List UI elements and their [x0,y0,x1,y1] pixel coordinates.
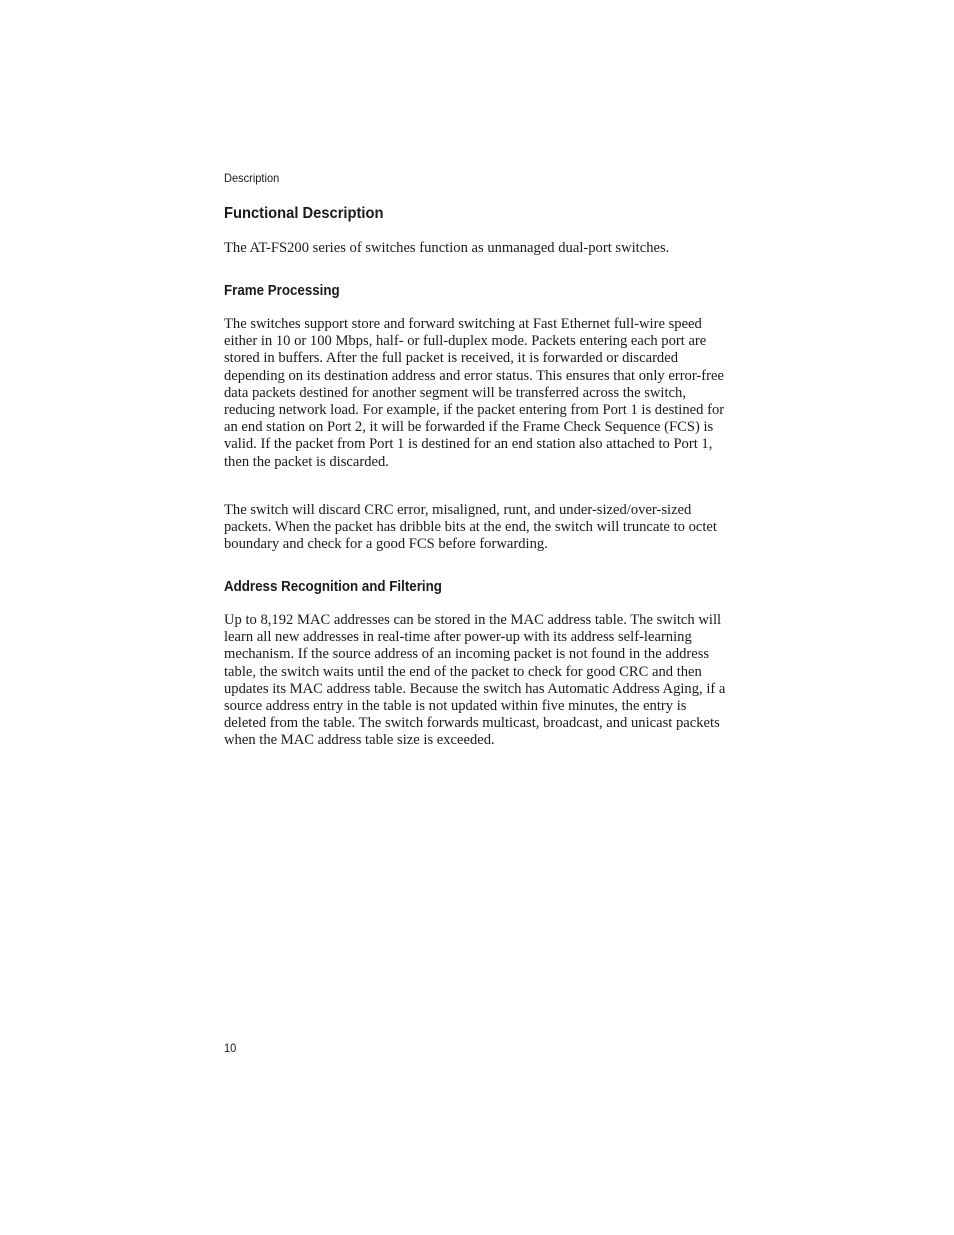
frame-processing-heading: Frame Processing [224,283,340,299]
section-title: Functional Description [224,205,384,222]
page-number: 10 [224,1041,237,1055]
running-header: Description [224,171,280,185]
address-recognition-paragraph: Up to 8,192 MAC addresses can be stored in the MAC address table. The switch will learn all new addresses in real-time after power-up with its address self-learning mechanism. If the source address of an incoming packet is not found in the address table, the switch waits until the end of the packet to check for good CRC and then updates its MAC address table. Because the switch has Automatic Address Aging, if a source address entry in the table is not updated within five minutes, the entry is deleted from the table. The switch forwards multicast, broadcast, and unicast packets when the MAC address table size is exceeded. [224,612,726,749]
frame-processing-paragraph-2: The switch will discard CRC error, misaligned, runt, and under-sized/over-sized packets. When the packet has dribble bits at the end, the switch will truncate to octet boundary and check for a good FCS before forwarding. [224,502,717,553]
intro-paragraph: The AT-FS200 series of switches function as unmanaged dual-port switches. [224,240,670,256]
address-recognition-heading: Address Recognition and Filtering [224,579,442,595]
frame-processing-paragraph-1: The switches support store and forward switching at Fast Ethernet full-wire speed either in 10 or 100 Mbps, half- or full-duplex mode. Packets entering each port are stored in buffers. After the full packet is received, it is forwarded or discarded depending on its destination address and error status. This ensures that only error-free data packets destined for another segment will be transferred across the switch, reducing network load. For example, if the packet entering from Port 1 is destined for an end station on Port 2, it will be forwarded if the Frame Check Sequence (FCS) is valid. If the packet from Port 1 is destined for an end station also attached to Port 1, then the packet is discarded. [224,316,725,470]
